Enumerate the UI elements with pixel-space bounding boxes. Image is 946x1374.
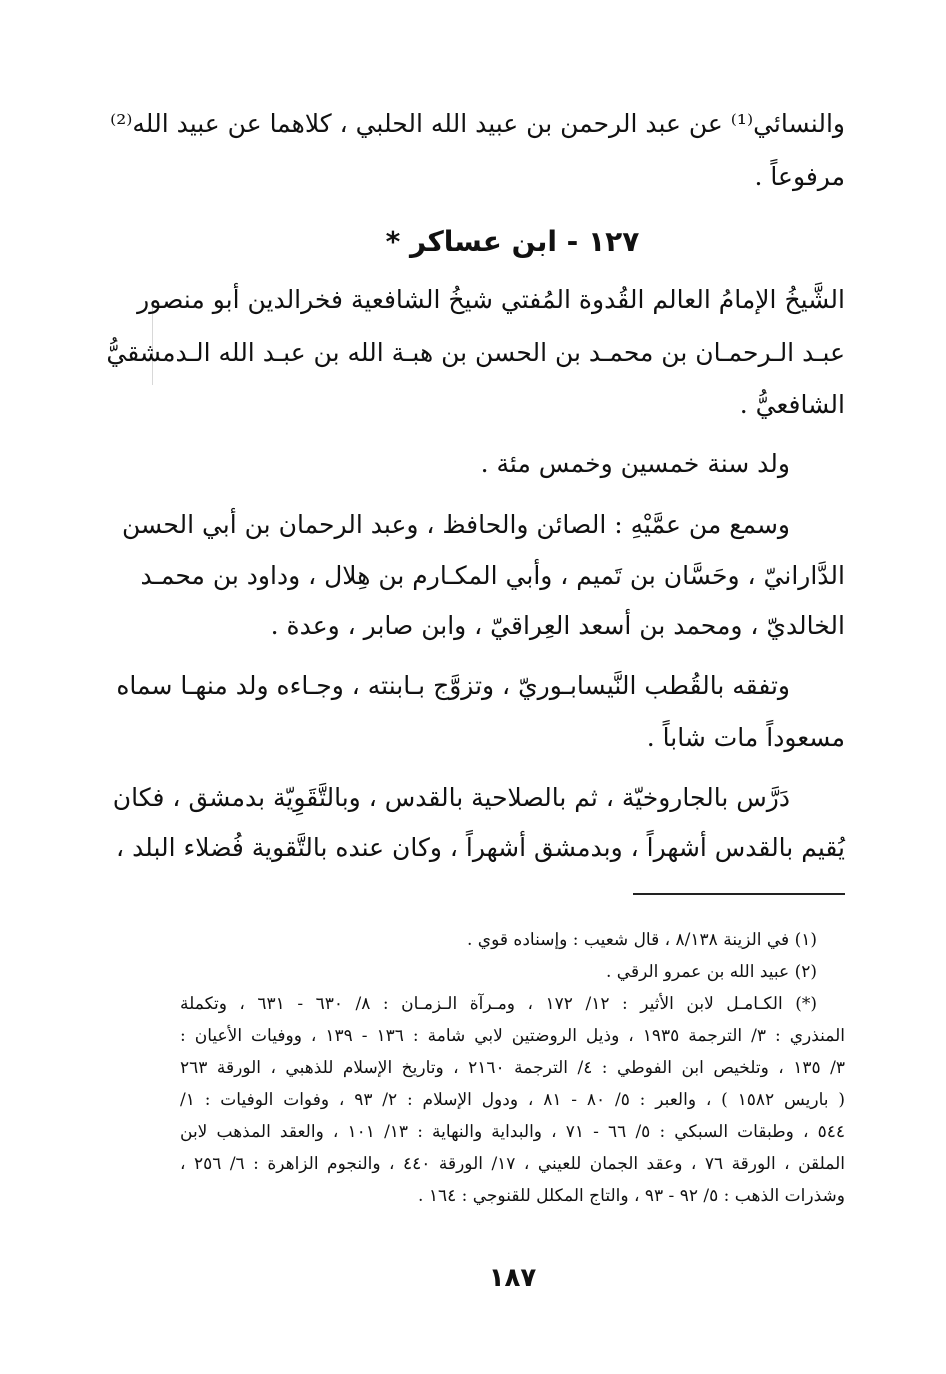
footnote-3-line-4: ( باريس ١٥٨٢ ) ، والعبر : ٥/ ٨٠ - ٨١ ، ودول الإسلام : ٢/ ٩٣ ، وفوات الوفيات : ١/ — [180, 1090, 845, 1110]
footnote-3-line-5: ٥٤٤ ، وطبقات السبكي : ٥/ ٦٦ - ٧١ ، والبداية والنهاية : ١٣/ ١٠١ ، والعقد المذهب لابن — [180, 1122, 845, 1142]
footnote-3-line-7: وشذرات الذهب : ٥/ ٩٢ - ٩٣ ، والتاج المكلل للقنوجي : ١٦٤ . — [418, 1186, 845, 1206]
footnote-3-line-6: الملقن ، الورقة ٧٦ ، وعقد الجمان للعيني ، ١٧/ الورقة ٤٤٠ ، والنجوم الزاهرة : ٦/ ٢٥٦ ، — [180, 1154, 846, 1174]
paragraph2-line-1: ولد سنة خمسين وخمس مئة . — [480, 449, 790, 478]
footnote-separator — [633, 893, 845, 895]
paragraph4-line-1: وتفقه بالقُطب النَّيسابـوريّ ، وتزوَّج بـابنته ، وجـاءه ولد منهـا سماه — [116, 671, 790, 700]
paragraph5-line-1: دَرَّس بالجاروخيّة ، ثم بالصلاحية بالقدس ، وبالتَّقَوِيّة بدمشق ، فكان — [112, 783, 790, 812]
footnote-3-line-1: (*) الكـامـل لابن الأثير : ١٢/ ١٧٢ ، ومـرآة الـزمـان : ٨/ ٦٣٠ - ٦٣١ ، وتكملة — [180, 994, 817, 1014]
paragraph1-line-3: الشافعيُّ . — [739, 390, 845, 419]
intro-line-1: والنسائي⁽¹⁾ عن عبد الرحمن بن عبيد الله الحلبي ، كلاهما عن عبيد الله⁽²⁾ — [110, 109, 845, 138]
page-number: ١٨٧ — [488, 1263, 537, 1293]
paragraph3-line-1: وسمع من عمَّيْهِ : الصائن والحافظ ، وعبد الرحمان بن أبي الحسن — [121, 510, 790, 539]
paragraph5-line-2: يُقيم بالقدس أشهراً ، وبدمشق أشهراً ، وكان عنده بالتَّقوية فُضلاء البلد ، — [116, 833, 845, 862]
paragraph1-line-2: عبـد الـرحمـان بن محمـد بن الحسن بن هبـة الله بن عبـد الله الـدمشقيُّ — [106, 338, 845, 367]
paragraph3-line-3: الخالديّ ، ومحمد بن أسعد العِراقيّ ، وابن صابر ، وعدة . — [270, 611, 845, 640]
footnote-3-line-2: المنذري : ٣/ الترجمة ١٩٣٥ ، وذيل الروضتين لابي شامة : ١٣٦ - ١٣٩ ، ووفيات الأعيان : — [180, 1026, 845, 1046]
footnote-2: (٢) عبيد الله بن عمرو الرقي . — [605, 962, 817, 982]
entry-heading: ١٢٧ - ابن عساكر * — [385, 225, 640, 258]
paragraph1-line-1: الشَّيخُ الإمامُ العالم القُدوة المُفتي شيخُ الشافعية فخرالدين أبو منصور — [137, 285, 845, 314]
paragraph4-line-2: مسعوداً مات شاباً . — [646, 723, 845, 752]
paragraph3-line-2: الدَّارانيّ ، وحَسَّان بن تَميم ، وأبي المكـارم بن هِلال ، وداود بن محمـد — [140, 561, 845, 590]
intro-line-2: مرفوعاً . — [754, 162, 845, 191]
footnote-1: (١) في الزينة ٨/١٣٨ ، قال شعيب : وإسناده قوي . — [466, 930, 817, 950]
footnote-3-line-3: ٣/ ١٣٥ ، وتلخيص ابن الفوطي : ٤/ الترجمة ٢١٦٠ ، وتاريخ الإسلام للذهبي ، الورقة ٢٦٣ — [180, 1058, 845, 1078]
